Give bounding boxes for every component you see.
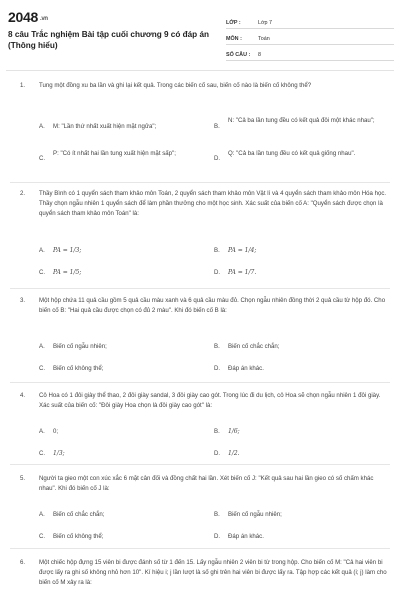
question-number: 4.	[20, 392, 26, 399]
question-4	[20, 391, 392, 411]
question-3-options	[20, 342, 392, 382]
question-1-options	[20, 116, 392, 176]
question-number: 6.	[20, 559, 26, 566]
option-d[interactable]: D. Đáp án khác.	[214, 533, 264, 540]
question-5	[20, 474, 392, 494]
question-1	[20, 81, 392, 91]
question-2-options	[20, 246, 392, 286]
separator	[10, 464, 390, 465]
question-6	[20, 558, 392, 588]
question-3	[20, 296, 392, 316]
question-text: Một chiếc hộp đựng 15 viên bi được đánh số từ 1 đến 15. Lấy ngẫu nhiên 2 viên bi từ trong hộp. Cho biến cố M: "Cả hai viên bi được lấy ra ghi số không nhỏ hơn 10". Kí hiệu i; j lần lượt là số ghi trên hai viên bi được lấy ra. Tập hợp các kết quả (i; j) làm cho biến cố M xảy ra là:	[39, 559, 387, 586]
meta-label: SỐ CÂU :	[226, 51, 251, 58]
option-a[interactable]: A. M: "Lần thứ nhất xuất hiện mặt ngửa";	[39, 123, 157, 130]
option-c[interactable]: C. PA = 1/5;	[39, 269, 82, 276]
question-text: Tung một đồng xu ba lần và ghi lại kết quả. Trong các biến cố sau, biến cố nào là biến cố không thể?	[39, 82, 312, 89]
question-4-options	[20, 427, 392, 467]
meta-label: MÔN :	[226, 35, 242, 42]
question-number: 1.	[20, 82, 26, 89]
header-divider	[6, 70, 394, 71]
option-a[interactable]: A. Biến cố ngẫu nhiên;	[39, 343, 107, 350]
option-d[interactable]: D. Đáp án khác.	[214, 365, 264, 372]
option-a[interactable]: A. PA = 1/3;	[39, 247, 82, 254]
separator	[10, 382, 390, 383]
option-c[interactable]: C. P: "Có ít nhất hai lần tung xuất hiện mặt sấp";	[39, 150, 176, 162]
option-b[interactable]: B. 1/6;	[214, 428, 240, 435]
option-d[interactable]: D. PA = 1/7.	[214, 269, 257, 276]
meta-info	[226, 17, 394, 61]
question-text: Người ta gieo một con xúc xắc 6 mặt cân đối và đồng chất hai lần. Xét biến cố J: "Kết quả sau hai lần gieo có số chấm khác nhau". Khi đó biến cố J là:	[39, 475, 374, 492]
header	[0, 0, 400, 64]
meta-value: Lớp 7	[258, 19, 273, 26]
option-d[interactable]: D. 1/2.	[214, 450, 240, 457]
option-c[interactable]: C. Biến cố không thể;	[39, 365, 104, 372]
meta-value: 8	[258, 51, 261, 58]
option-b[interactable]: B. N: "Cả ba lần tung đều có kết quả đôi một khác nhau";	[214, 117, 375, 130]
separator	[10, 288, 390, 289]
question-5-options	[20, 510, 392, 550]
document-title: 8 câu Trắc nghiệm Bài tập cuối chương 9 có đáp án (Thông hiểu)	[8, 30, 210, 50]
question-number: 5.	[20, 475, 26, 482]
option-a[interactable]: A. 0;	[39, 428, 59, 435]
question-number: 2.	[20, 190, 26, 197]
option-c[interactable]: C. 1/3;	[39, 450, 65, 457]
option-b[interactable]: B. PA = 1/4;	[214, 247, 257, 254]
separator	[10, 182, 390, 183]
question-text: Cô Hoa có 1 đôi giày thể thao, 2 đôi giày sandal, 3 đôi giày cao gót. Trong lúc đi du lịch, cô Hoa sẽ chọn ngẫu nhiên 1 đôi giày. Xác suất của biến cố: "Đôi giày Hoa chọn là đôi giày cao gót" là:	[39, 392, 381, 409]
option-d[interactable]: D. Q: "Cả ba lần tung đều có kết quả giống nhau".	[214, 150, 356, 162]
option-b[interactable]: B. Biến cố chắc chắn;	[214, 343, 280, 350]
question-2	[20, 189, 392, 219]
question-number: 3.	[20, 297, 26, 304]
option-c[interactable]: C. Biến cố không thể;	[39, 533, 104, 540]
question-text: Thầy Bình có 1 quyển sách tham khảo môn Toán, 2 quyển sách tham khảo môn Vật lí và 4 quyển sách tham khảo môn Hóa học. Thầy chọn ngẫu nhiên 1 quyển sách để làm phần thưởng cho một học sinh. Xác suất của biến cố A: "Quyển sách được chọn là quyển sách tham khảo môn Toán" là:	[39, 190, 387, 217]
separator	[10, 548, 390, 549]
meta-row-subject	[226, 33, 394, 45]
meta-value: Toán	[258, 35, 270, 42]
question-text: Một hộp chứa 11 quả cầu gồm 5 quả cầu màu xanh và 6 quả cầu màu đỏ. Chọn ngẫu nhiên đồng thời 2 quả cầu từ hộp đó. Cho biến cố B: "Hai quả cầu được chọn có đủ 2 màu". Khi đó biến cố B là:	[39, 297, 386, 314]
meta-row-count	[226, 49, 394, 61]
option-b[interactable]: B. Biến cố ngẫu nhiên;	[214, 511, 282, 518]
site-logo[interactable]: 2048 .vn	[8, 9, 48, 25]
meta-label: LỚP :	[226, 19, 241, 26]
meta-row-grade	[226, 17, 394, 29]
option-a[interactable]: A. Biến cố chắc chắn;	[39, 511, 105, 518]
